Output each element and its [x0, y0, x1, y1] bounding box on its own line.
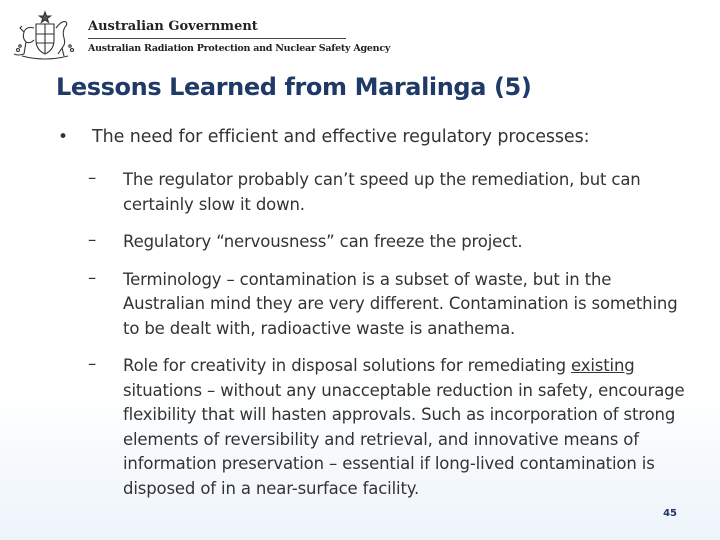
bullet-marker: • — [58, 127, 69, 147]
dash-marker: – — [88, 230, 97, 249]
sub-bullet-item — [88, 230, 688, 255]
page-number: 45 — [663, 508, 677, 519]
dash-marker: – — [88, 354, 97, 373]
header-divider — [88, 38, 346, 39]
sub-bullet-text: Terminology – contamination is a subset of waste, but in the Australian mind they are very different. Contamination is something to be dealt with, radioactive waste is anathema. — [123, 269, 678, 338]
slide-title: Lessons Learned from Maralinga (5) — [56, 73, 532, 101]
dash-marker: – — [88, 267, 97, 287]
coat-of-arms-icon — [12, 10, 78, 60]
text-segment: Role for creativity in disposal solutions for remediating — [123, 356, 572, 375]
text-segment: situations – without any unacceptable reduction in safety, encourage flexibility that will hasten approvals. Such as incorporation of strong elements of reversibility and retrieval, and innovative means of information preservation – essential if long-lived contamination is disposed of in a near-surface facility. — [123, 380, 685, 498]
sub-bullet-text: The regulator probably can’t speed up the remediation, but can certainly slow it down. — [123, 170, 641, 214]
agency-name: Australian Radiation Protection and Nuclear Safety Agency — [88, 43, 391, 54]
sub-bullet-list — [88, 168, 688, 514]
government-name: Australian Government — [88, 19, 258, 34]
header — [12, 10, 412, 60]
bullet-text: The need for efficient and effective regulatory processes: — [92, 127, 590, 147]
sub-bullet-text — [123, 354, 695, 501]
sub-bullet-item — [88, 354, 688, 501]
underlined-word: existing — [571, 356, 635, 375]
sub-bullet-text: Regulatory “nervousness” can freeze the project. — [123, 232, 523, 251]
sub-bullet-item — [88, 168, 688, 217]
sub-bullet-item — [88, 268, 688, 342]
dash-marker: – — [88, 168, 97, 187]
